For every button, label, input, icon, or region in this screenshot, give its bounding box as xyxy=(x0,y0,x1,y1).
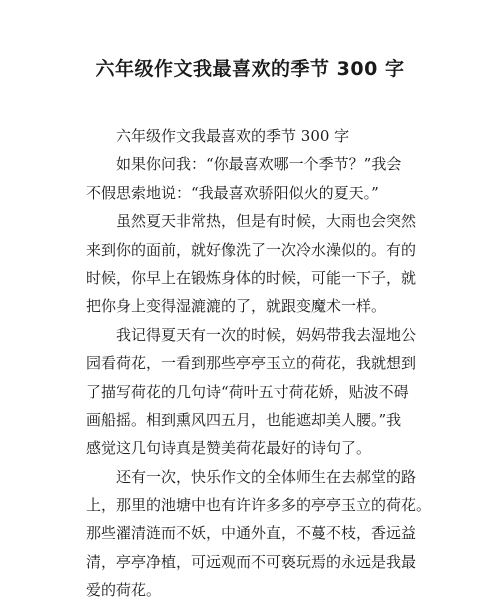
paragraph-1-line-1: 如果你问我：“你最喜欢哪一个季节？”我会 xyxy=(116,155,402,174)
paragraph-3-line-3: 了描写荷花的几句诗“荷叶五寸荷花娇，贴波不碍 xyxy=(86,382,409,401)
document-body xyxy=(86,122,432,605)
paragraph-3-line-4: 画船摇。相到熏风四五月，也能遮却美人腰。”我 xyxy=(86,410,402,429)
paragraph-4-line-3: 那些濯清涟而不妖，中通外直，不蔓不枝，香远益 xyxy=(86,524,417,543)
paragraph-1-line-2: 不假思索地说：“我最喜欢骄阳似火的夏天。” xyxy=(86,183,379,202)
paragraph-2-line-2: 来到你的面前，就好像洗了一次冷水澡似的。有的 xyxy=(86,240,417,259)
paragraph-3-line-5: 感觉这几句诗真是赞美荷花最好的诗句了。 xyxy=(86,439,372,458)
paragraph-2-line-4: 把你身上变得湿漉漉的了，就跟变魔术一样。 xyxy=(86,297,387,316)
subtitle-line: 六年级作文我最喜欢的季节 300 字 xyxy=(116,127,350,145)
paragraph-4-line-2: 上，那里的池塘中也有许许多多的亭亭玉立的荷花。 xyxy=(86,496,432,515)
paragraph-3-line-1: 我记得夏天有一次的时候，妈妈带我去湿地公 xyxy=(116,325,417,344)
paragraph-4-line-1: 还有一次，快乐作文的全体师生在去郝堂的路 xyxy=(116,467,417,486)
paragraph-3-line-2: 园看荷花，一看到那些亭亭玉立的荷花，我就想到 xyxy=(86,354,417,373)
paragraph-2-line-1: 虽然夏天非常热，但是有时候，大雨也会突然 xyxy=(116,212,417,231)
paragraph-2-line-3: 时候，你早上在锻炼身体的时候，可能一下子，就 xyxy=(86,268,417,287)
document-title: 六年级作文我最喜欢的季节 300 字 xyxy=(95,58,405,80)
paragraph-4-line-4: 清，亭亭净植，可远观而不可亵玩焉的永远是我最 xyxy=(86,552,417,571)
paragraph-4-line-5: 爱的荷花。 xyxy=(86,581,162,600)
